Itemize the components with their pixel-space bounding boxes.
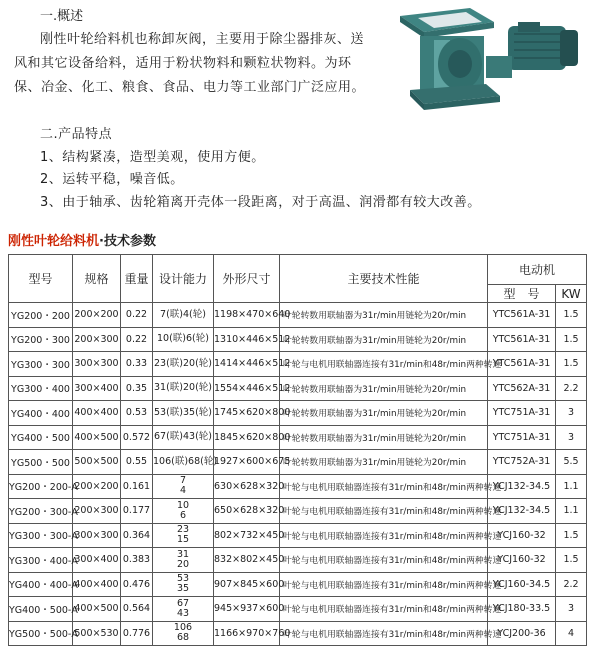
cell-model: YG300・400 [9, 376, 73, 401]
table-row [9, 597, 587, 622]
cell-dimensions: 802×732×450 [214, 523, 280, 548]
table-row [9, 572, 587, 597]
table-row [9, 401, 587, 426]
cell-performance: 叶轮转数用联轴器为31r/min用链轮为20r/min [280, 376, 488, 401]
cell-motor-kw: 1.5 [556, 327, 587, 352]
cell-dimensions: 832×802×450 [214, 548, 280, 573]
cell-capacity [153, 474, 214, 499]
cell-motor-kw: 3 [556, 401, 587, 426]
feature-item: 1、结构紧凑，造型美观，使用方便。 [40, 149, 265, 165]
cell-performance: 叶轮转数用联轴器为31r/min用链轮为20r/min [280, 401, 488, 426]
capacity-value-secondary: 4 [179, 485, 187, 497]
col-header-performance: 主要技术性能 [280, 255, 488, 303]
cell-motor-kw: 1.5 [556, 352, 587, 377]
table-row [9, 548, 587, 573]
cell-spec: 300×400 [73, 376, 121, 401]
cell-weight: 0.177 [121, 499, 153, 524]
table-row [9, 450, 587, 475]
cell-spec: 300×400 [73, 548, 121, 573]
cell-spec: 300×300 [73, 352, 121, 377]
capacity-value-secondary: 43 [176, 607, 190, 619]
cell-motor-model: YTC751A-31 [488, 401, 556, 426]
col-header-motor: 电动机 [488, 255, 587, 285]
cell-performance: 叶轮与电机用联轴器连接有31r/min和48r/min两种转速 [280, 499, 488, 524]
cell-capacity [153, 621, 214, 646]
cell-motor-model: YCJ200-36 [488, 621, 556, 646]
cell-motor-model: YCJ132-34.5 [488, 499, 556, 524]
cell-weight: 0.161 [121, 474, 153, 499]
cell-capacity [153, 327, 214, 352]
cell-dimensions: 1198×470×640 [214, 303, 280, 328]
capacity-value: 7 [179, 475, 187, 487]
capacity-value: 31 [176, 548, 190, 560]
cell-capacity [153, 450, 218, 475]
col-header-motor-kw: KW [556, 285, 587, 303]
features-section [14, 124, 584, 214]
cell-spec: 500×530 [73, 621, 121, 646]
cell-motor-kw: 2.2 [556, 376, 587, 401]
capacity-value: 7(联)4(轮) [160, 308, 206, 320]
cell-motor-model: YTC561A-31 [488, 352, 556, 377]
cell-motor-model: YTC561A-31 [488, 303, 556, 328]
cell-model: YG400・500-A [9, 597, 73, 622]
cell-capacity [153, 572, 214, 597]
cell-dimensions: 1927×600×675 [214, 450, 280, 475]
capacity-value: 10 [176, 499, 190, 511]
cell-capacity [153, 597, 214, 622]
capacity-value: 10(联)6(轮) [157, 333, 209, 345]
cell-spec: 200×200 [73, 474, 121, 499]
cell-motor-model: YCJ160-32 [488, 548, 556, 573]
cell-weight: 0.22 [121, 327, 153, 352]
cell-weight: 0.572 [121, 425, 153, 450]
cell-motor-kw: 4 [556, 621, 587, 646]
capacity-value: 106 [173, 622, 193, 634]
cell-performance: 叶轮转数用联轴器为31r/min用链轮为20r/min [280, 327, 488, 352]
capacity-value-secondary: 20 [176, 558, 190, 570]
cell-motor-kw: 3 [556, 425, 587, 450]
col-header-spec: 规格 [73, 255, 121, 303]
cell-model: YG200・200 [9, 303, 73, 328]
cell-spec: 200×300 [73, 499, 121, 524]
cell-performance: 叶轮转数用联轴器为31r/min用链轮为20r/min [280, 303, 488, 328]
overview-section [14, 8, 374, 100]
cell-performance: 叶轮与电机用联轴器连接有31r/min和48r/min两种转速 [280, 597, 488, 622]
table-row [9, 327, 587, 352]
cell-dimensions: 1414×446×512 [214, 352, 280, 377]
cell-model: YG200・300 [9, 327, 73, 352]
cell-motor-model: YCJ160-32 [488, 523, 556, 548]
cell-motor-kw: 5.5 [556, 450, 587, 475]
cell-model: YG300・300 [9, 352, 73, 377]
cell-capacity [153, 499, 214, 524]
col-header-capacity: 设计能力 [153, 255, 214, 303]
cell-performance: 叶轮与电机用联轴器连接有31r/min和48r/min两种转速 [280, 474, 488, 499]
capacity-value: 31(联)20(轮) [153, 382, 212, 394]
capacity-value-secondary: 35 [176, 583, 190, 595]
capacity-value: 23 [176, 524, 190, 536]
cell-weight: 0.55 [121, 450, 153, 475]
cell-capacity [153, 523, 214, 548]
cell-performance: 叶轮与电机用联轴器连接有31r/min和48r/min两种转速 [280, 523, 488, 548]
capacity-value: 53 [176, 573, 190, 585]
cell-performance: 叶轮转数用联轴器为31r/min用链轮为20r/min [280, 425, 488, 450]
cell-motor-model: YTC751A-31 [488, 425, 556, 450]
cell-weight: 0.22 [121, 303, 153, 328]
cell-dimensions: 630×628×320 [214, 474, 280, 499]
features-heading: 二.产品特点 [40, 127, 113, 142]
cell-model: YG200・200-A [9, 474, 73, 499]
cell-spec: 400×400 [73, 401, 121, 426]
cell-performance: 叶轮转数用联轴器为31r/min用链轮为20r/min [280, 450, 488, 475]
cell-model: YG400・400 [9, 401, 73, 426]
cell-weight: 0.564 [121, 597, 153, 622]
cell-spec: 200×200 [73, 303, 121, 328]
capacity-value-secondary: 68 [176, 632, 190, 644]
cell-motor-kw: 1.5 [556, 303, 587, 328]
capacity-value: 106(联)68(轮) [153, 455, 218, 467]
cell-model: YG400・400-A [9, 572, 73, 597]
cell-motor-model: YCJ160-34.5 [488, 572, 556, 597]
cell-weight: 0.776 [121, 621, 153, 646]
cell-capacity [153, 303, 214, 328]
cell-weight: 0.383 [121, 548, 153, 573]
capacity-value-secondary: 15 [176, 534, 190, 546]
cell-weight: 0.35 [121, 376, 153, 401]
cell-motor-model: YTC562A-31 [488, 376, 556, 401]
cell-motor-kw: 1.5 [556, 523, 587, 548]
cell-capacity [153, 548, 214, 573]
section-title [8, 230, 156, 249]
cell-motor-kw: 1.5 [556, 548, 587, 573]
cell-dimensions: 1166×970×760 [214, 621, 280, 646]
col-header-motor-model: 型 号 [488, 285, 556, 303]
table-row [9, 474, 587, 499]
feature-item: 3、由于轴承、齿轮箱离开壳体一段距离，对于高温、润滑都有较大改善。 [40, 194, 481, 210]
cell-model: YG300・400-A [9, 548, 73, 573]
capacity-value: 67 [176, 597, 190, 609]
section-title-suffix: ·技术参数 [99, 234, 156, 249]
feature-item: 2、运转平稳，噪音低。 [40, 172, 184, 187]
cell-spec: 300×300 [73, 523, 121, 548]
cell-spec: 400×500 [73, 425, 121, 450]
col-header-model: 型号 [9, 255, 73, 303]
cell-motor-model: YTC752A-31 [488, 450, 556, 475]
section-title-product: 刚性叶轮给料机 [8, 234, 100, 249]
table-row [9, 499, 587, 524]
cell-dimensions: 1310×446×512 [214, 327, 280, 352]
cell-model: YG300・300-A [9, 523, 73, 548]
cell-weight: 0.53 [121, 401, 153, 426]
table-row [9, 523, 587, 548]
cell-capacity [153, 376, 214, 401]
cell-motor-kw: 1.1 [556, 474, 587, 499]
table-row [9, 425, 587, 450]
col-header-weight: 重量 [121, 255, 153, 303]
cell-capacity [153, 401, 214, 426]
capacity-value: 67(联)43(轮) [153, 431, 212, 443]
cell-performance: 叶轮与电机用联轴器连接有31r/min和48r/min两种转速 [280, 572, 488, 597]
cell-motor-kw: 3 [556, 597, 587, 622]
cell-dimensions: 945×937×600 [214, 597, 280, 622]
cell-capacity [153, 352, 214, 377]
cell-performance: 叶轮与电机用联轴器连接有31r/min和48r/min两种转速 [280, 621, 488, 646]
cell-model: YG200・300-A [9, 499, 73, 524]
capacity-value-secondary: 6 [179, 509, 187, 521]
capacity-value: 53(联)35(轮) [153, 406, 212, 418]
cell-dimensions: 1745×620×800 [214, 401, 280, 426]
cell-spec: 400×400 [73, 572, 121, 597]
table-row [9, 376, 587, 401]
table-row [9, 303, 587, 328]
cell-spec: 400×500 [73, 597, 121, 622]
cell-model: YG500・500-A [9, 621, 73, 646]
table-row [9, 352, 587, 377]
overview-heading: 一.概述 [40, 9, 84, 24]
cell-weight: 0.33 [121, 352, 153, 377]
spec-table-body [9, 303, 587, 646]
spec-table [8, 254, 587, 646]
capacity-value: 23(联)20(轮) [153, 357, 212, 369]
cell-performance: 叶轮与电机用联轴器连接有31r/min和48r/min两种转速 [280, 548, 488, 573]
cell-motor-model: YCJ132-34.5 [488, 474, 556, 499]
cell-motor-model: YTC561A-31 [488, 327, 556, 352]
cell-spec: 200×300 [73, 327, 121, 352]
cell-dimensions: 1554×446×512 [214, 376, 280, 401]
table-row [9, 621, 587, 646]
cell-model: YG400・500 [9, 425, 73, 450]
cell-motor-model: YCJ180-33.5 [488, 597, 556, 622]
cell-performance: 叶轮与电机用联轴器连接有31r/min和48r/min两种转速 [280, 352, 488, 377]
cell-dimensions: 1845×620×800 [214, 425, 280, 450]
col-header-dimensions: 外形尺寸 [214, 255, 280, 303]
overview-paragraph: 刚性叶轮给料机也称卸灰阀，主要用于除尘器排灰、送风和其它设备给料，适用于粉状物料和颗粒状物料。为环保、冶金、化工、粮食、食品、电力等工业部门广泛应用。 [14, 32, 366, 95]
cell-dimensions: 650×628×320 [214, 499, 280, 524]
cell-spec: 500×500 [73, 450, 121, 475]
cell-weight: 0.476 [121, 572, 153, 597]
rotary-feeder-photo [390, 4, 586, 132]
cell-model: YG500・500 [9, 450, 73, 475]
cell-capacity [153, 425, 214, 450]
cell-weight: 0.364 [121, 523, 153, 548]
cell-motor-kw: 2.2 [556, 572, 587, 597]
cell-dimensions: 907×845×600 [214, 572, 280, 597]
cell-motor-kw: 1.1 [556, 499, 587, 524]
